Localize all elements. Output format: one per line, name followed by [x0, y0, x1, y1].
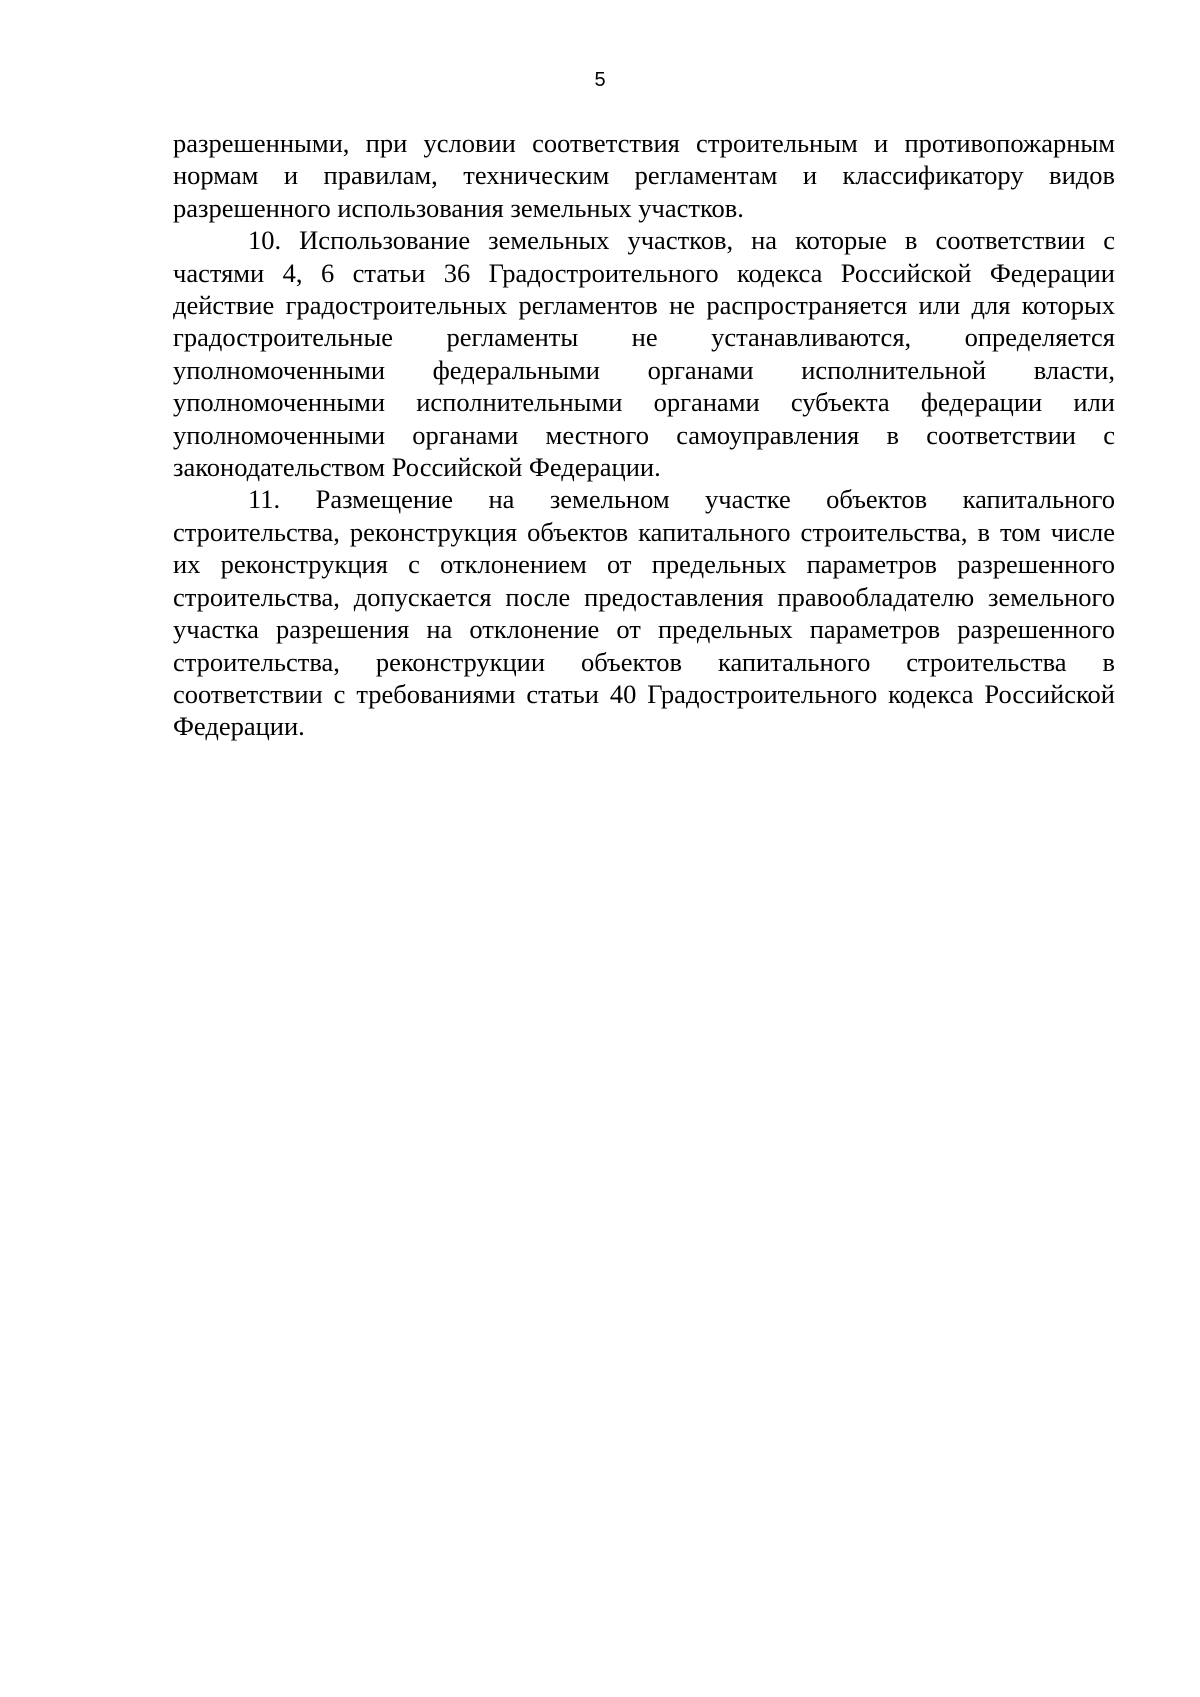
paragraph-continuation: разрешенными, при условии соответствия строительным и противопожарным нормам и правилам, техническим регламентам и классификатору видов разрешенного использования земельных участков.	[173, 128, 1115, 223]
page-number: 5	[594, 69, 606, 91]
document-body	[173, 127, 1115, 743]
paragraph-11: 11. Размещение на земельном участке объектов капитального строительства, реконструкция объектов капитального строительства, в том числе их реконструкция с отклонением от предельных параметров разрешенного строительства, допускается после предоставления правообладателю земельного участка разрешения на отклонение от предельных параметров разрешенного строительства, реконструкции объектов капитального строительства в соответствии с требованиями статьи 40 Градостроительного кодекса Российской Федерации.	[173, 484, 1115, 742]
paragraph-10: 10. Использование земельных участков, на которые в соответствии с частями 4, 6 статьи 36 Градостроительного кодекса Российской Федерации действие градостроительных регламентов не распространяется или для которых градостроительные регламенты не устанавливаются, определяется уполномоченными федеральными органами исполнительной власти, уполномоченными исполнительными органами субъекта федерации или уполномоченными органами местного самоуправления в соответствии с законодательством Российской Федерации.	[173, 225, 1115, 483]
